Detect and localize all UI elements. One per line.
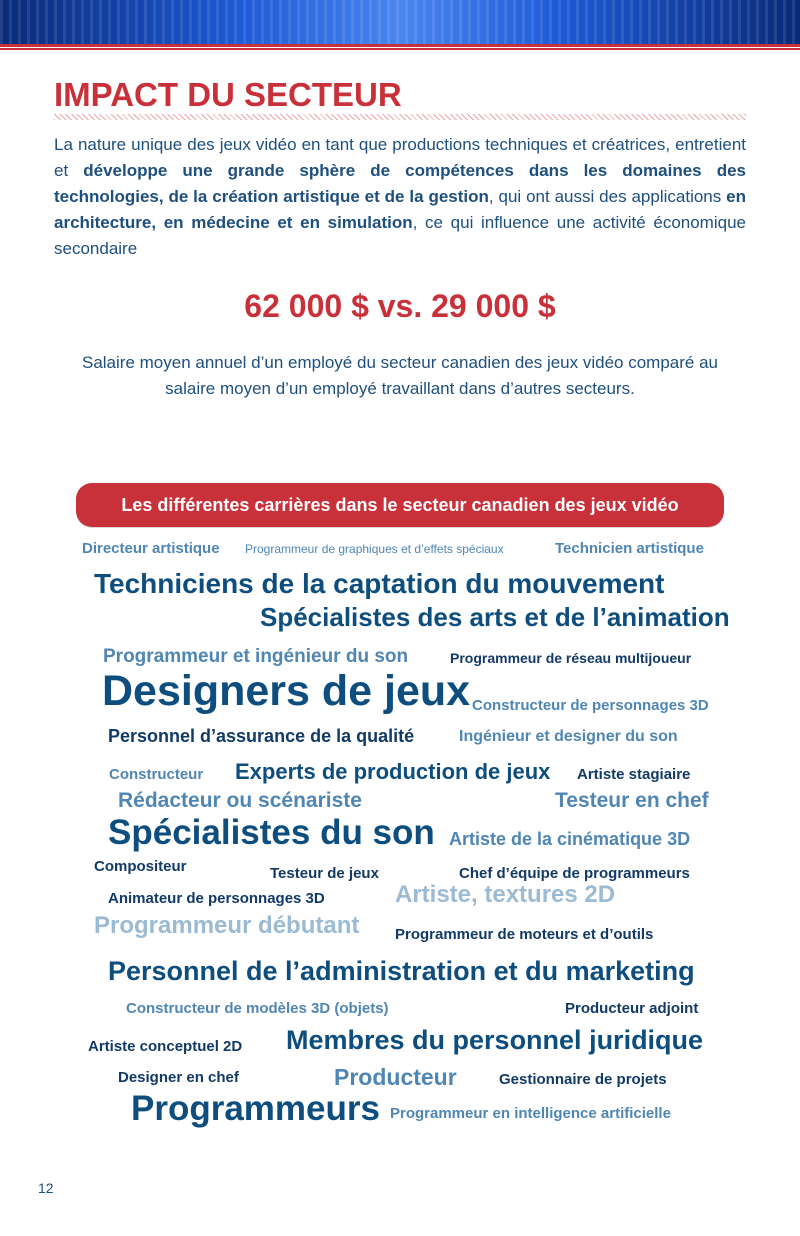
career-word: Animateur de personnages 3D (108, 890, 325, 907)
career-word: Designers de jeux (102, 667, 471, 715)
header-stripe (0, 44, 800, 50)
intro-paragraph (54, 132, 746, 262)
career-word: Ingénieur et designer du son (459, 728, 678, 745)
career-word: Artiste conceptuel 2D (88, 1038, 243, 1055)
career-word: Testeur en chef (555, 789, 709, 812)
salary-caption: Salaire moyen annuel d’un employé du secteur canadien des jeux vidéo comparé au salaire moyen d’un employé travaillant dans d’autres secteurs. (81, 353, 718, 398)
career-word: Artiste de la cinématique 3D (449, 829, 691, 849)
career-word: Compositeur (94, 858, 187, 875)
career-word: Producteur adjoint (565, 1000, 699, 1017)
career-word: Testeur de jeux (270, 865, 379, 882)
page-number: 12 (38, 1180, 54, 1196)
career-word: Programmeur en intelligence artificielle (390, 1105, 671, 1122)
intro-text-2: , qui ont aussi des applications (488, 187, 727, 206)
career-word: Spécialistes du son (108, 813, 435, 852)
career-word: Experts de production de jeux (235, 759, 551, 784)
career-word: Directeur artistique (82, 540, 220, 557)
page-title: IMPACT DU SECTEUR (54, 76, 402, 113)
career-word: Techniciens de la captation du mouvement (94, 568, 665, 599)
career-word: Personnel d’assurance de la qualité (108, 726, 415, 746)
career-word: Personnel de l’administration et du marketing (108, 956, 695, 986)
career-word: Spécialistes des arts et de l’animation (260, 602, 730, 632)
intro-bold-2: en architecture, en médecine et en simulation (54, 187, 746, 232)
title-divider (54, 114, 746, 120)
career-word: Chef d’équipe de programmeurs (459, 865, 690, 882)
career-word: Rédacteur ou scénariste (118, 789, 362, 812)
intro-text-3: , ce qui influence une activité économique secondaire (54, 213, 746, 258)
career-word: Producteur (334, 1064, 457, 1090)
career-word: Programmeur de graphiques et d’effets spéciaux (245, 542, 504, 556)
career-word: Constructeur (109, 766, 204, 783)
careers-heading: Les différentes carrières dans le secteur canadien des jeux vidéo (76, 483, 724, 527)
header-banner (0, 0, 800, 44)
career-word: Membres du personnel juridique (286, 1025, 704, 1055)
career-word: Artiste stagiaire (577, 766, 691, 783)
career-word: Programmeurs (131, 1089, 380, 1128)
intro-bold-1: développe une grande sphère de compétences dans les domaines des technologies, de la création artistique et de la gestion (54, 161, 746, 206)
career-word: Constructeur de personnages 3D (472, 697, 709, 714)
intro-text-1: La nature unique des jeux vidéo en tant que productions techniques et créatrices, entretient et (54, 135, 746, 180)
career-word: Technicien artistique (555, 540, 704, 557)
career-word: Artiste, textures 2D (395, 881, 616, 908)
career-word: Programmeur de moteurs et d’outils (395, 926, 654, 943)
career-word: Programmeur de réseau multijoueur (450, 650, 692, 666)
career-word: Gestionnaire de projets (499, 1071, 667, 1088)
career-word: Programmeur débutant (94, 912, 360, 939)
career-word: Constructeur de modèles 3D (objets) (126, 1000, 389, 1017)
career-word: Designer en chef (118, 1069, 239, 1086)
salary-stat: 62 000 $ vs. 29 000 $ (244, 288, 556, 324)
career-word: Programmeur et ingénieur du son (103, 646, 409, 667)
